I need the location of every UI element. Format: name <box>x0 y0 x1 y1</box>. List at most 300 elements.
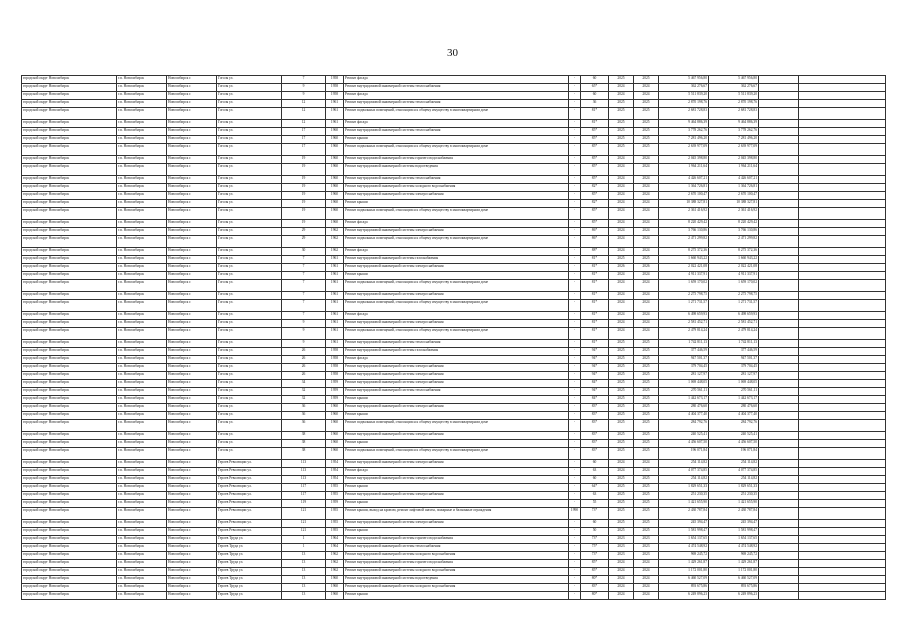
cell-locality: Новосибирск г. <box>167 432 217 440</box>
cell-completion-year: - <box>569 248 581 256</box>
cell-locality: Новосибирск г. <box>167 440 217 448</box>
cell-settlement: г.п. Новосибирск <box>117 312 167 320</box>
cell-settlement: г.п. Новосибирск <box>117 100 167 108</box>
cell-extra <box>759 468 799 476</box>
cell-note <box>799 528 886 536</box>
cell-settlement: г.п. Новосибирск <box>117 508 167 520</box>
cell-year-built: 1955 <box>326 484 344 492</box>
table-row <box>22 448 886 460</box>
cell-municipality: городской округ Новосибирск <box>22 192 117 200</box>
cell-plan-end: 2024 <box>634 248 659 256</box>
cell-total-cost: 281 127,97 <box>709 372 759 380</box>
cell-plan-end: 2025 <box>634 420 659 432</box>
cell-street: Гоголя ул. <box>217 256 282 264</box>
cell-year-built: 1961 <box>326 292 344 300</box>
cell-street: Гоголя ул. <box>217 236 282 248</box>
cell-wear-percent: 60 <box>581 520 609 528</box>
cell-plan-end: 2025 <box>634 372 659 380</box>
cell-street: Героев Труда ул. <box>217 552 282 560</box>
cell-municipality: городской округ Новосибирск <box>22 372 117 380</box>
cell-year-built: 1960 <box>326 184 344 192</box>
capital-repair-register-table <box>21 75 886 600</box>
cell-work-type: Ремонт фасада <box>344 356 569 364</box>
cell-locality: Новосибирск г. <box>167 468 217 476</box>
cell-settlement: г.п. Новосибирск <box>117 476 167 484</box>
cell-plan-start: 2024 <box>609 468 634 476</box>
cell-street: Гоголя ул. <box>217 420 282 432</box>
cell-completion-year: - <box>569 192 581 200</box>
table-row <box>22 84 886 92</box>
cell-settlement: г.п. Новосибирск <box>117 256 167 264</box>
cell-completion-year: - <box>569 372 581 380</box>
cell-wear-percent: 84* <box>581 380 609 388</box>
cell-note <box>799 312 886 320</box>
cell-house: 19 <box>282 220 326 228</box>
cell-locality: Новосибирск г. <box>167 280 217 292</box>
cell-locality: Новосибирск г. <box>167 560 217 568</box>
cell-completion-year: - <box>569 156 581 164</box>
cell-note <box>799 100 886 108</box>
cell-plan-end: 2023 <box>634 552 659 560</box>
cell-house: 36 <box>282 404 326 412</box>
cell-work-type: Ремонт внутридомовой инженерной системы электроснабжения <box>344 404 569 412</box>
table-row <box>22 356 886 364</box>
cell-extra <box>759 220 799 228</box>
cell-municipality: городской округ Новосибирск <box>22 280 117 292</box>
table-row <box>22 312 886 320</box>
cell-wear-percent: 81* <box>581 328 609 340</box>
cell-municipality: городской округ Новосибирск <box>22 108 117 120</box>
table-row <box>22 536 886 544</box>
cell-locality: Новосибирск г. <box>167 264 217 272</box>
cell-settlement: г.п. Новосибирск <box>117 492 167 500</box>
table-row <box>22 380 886 388</box>
cell-locality: Новосибирск г. <box>167 460 217 468</box>
cell-note <box>799 144 886 156</box>
cell-note <box>799 184 886 192</box>
cell-street: Гоголя ул. <box>217 208 282 220</box>
cell-settlement: г.п. Новосибирск <box>117 136 167 144</box>
cell-work-type: Ремонт внутридомовой инженерной системы электроснабжения <box>344 264 569 272</box>
cell-locality: Новосибирск г. <box>167 500 217 508</box>
cell-year-built: 1954 <box>326 476 344 484</box>
cell-year-built: 1964 <box>326 544 344 552</box>
cell-completion-year: - <box>569 120 581 128</box>
cell-locality: Новосибирск г. <box>167 552 217 560</box>
cell-settlement: г.п. Новосибирск <box>117 576 167 584</box>
cell-note <box>799 208 886 220</box>
cell-completion-year: - <box>569 76 581 84</box>
cell-cost: 7 281 496,20 <box>659 136 709 144</box>
cell-work-type: Ремонт внутридомовой инженерной системы теплоснабжения <box>344 544 569 552</box>
cell-municipality: городской округ Новосибирск <box>22 292 117 300</box>
cell-municipality: городской округ Новосибирск <box>22 84 117 92</box>
cell-total-cost: 1 429 261,87 <box>709 560 759 568</box>
cell-note <box>799 552 886 560</box>
cell-plan-end: 2025 <box>634 476 659 484</box>
cell-note <box>799 76 886 84</box>
cell-work-type: Ремонт внутридомовой инженерной системы холодного водоснабжения <box>344 552 569 560</box>
cell-wear-percent: 81* <box>581 120 609 128</box>
cell-total-cost: 362 276,67 <box>709 84 759 92</box>
cell-cost: 1 172 001,80 <box>659 568 709 576</box>
cell-locality: Новосибирск г. <box>167 156 217 164</box>
cell-extra <box>759 136 799 144</box>
cell-cost: 4 404 377,40 <box>659 412 709 420</box>
cell-settlement: г.п. Новосибирск <box>117 164 167 176</box>
cell-street: Гоголя ул. <box>217 440 282 448</box>
cell-settlement: г.п. Новосибирск <box>117 536 167 544</box>
cell-municipality: городской округ Новосибирск <box>22 520 117 528</box>
cell-house: 30 <box>282 248 326 256</box>
cell-year-built: 1960 <box>326 420 344 432</box>
cell-street: Героев Труда ул. <box>217 568 282 576</box>
cell-year-built: 1959 <box>326 396 344 404</box>
cell-house: 13 <box>282 560 326 568</box>
cell-note <box>799 200 886 208</box>
cell-wear-percent: 80* <box>581 592 609 600</box>
cell-house: 1 <box>282 544 326 552</box>
cell-wear-percent: 81* <box>581 320 609 328</box>
cell-plan-start: 2024 <box>609 312 634 320</box>
table-row <box>22 492 886 500</box>
table-row <box>22 272 886 280</box>
cell-work-type: Ремонт фасада <box>344 120 569 128</box>
cell-cost: 284 792,76 <box>659 420 709 432</box>
cell-total-cost: 9 464 886,39 <box>709 120 759 128</box>
cell-plan-end: 2025 <box>634 440 659 448</box>
cell-total-cost: 2 430 787,84 <box>709 508 759 520</box>
cell-year-built: 1961 <box>326 108 344 120</box>
cell-cost: 5 467 956,80 <box>659 76 709 84</box>
cell-plan-start: 2024 <box>609 568 634 576</box>
cell-work-type: Ремонт крыши <box>344 412 569 420</box>
cell-locality: Новосибирск г. <box>167 256 217 264</box>
cell-work-type: Ремонт внутридомовой инженерной системы электроснабжения <box>344 292 569 300</box>
cell-note <box>799 176 886 184</box>
cell-plan-end: 2024 <box>634 468 659 476</box>
cell-plan-start: 2024 <box>609 208 634 220</box>
cell-plan-start: 2025 <box>609 476 634 484</box>
cell-total-cost: 2 870 198,76 <box>709 100 759 108</box>
cell-settlement: г.п. Новосибирск <box>117 144 167 156</box>
cell-work-type: Ремонт внутридомовой инженерной системы теплоснабжения <box>344 128 569 136</box>
cell-extra <box>759 484 799 492</box>
cell-plan-end: 2025 <box>634 144 659 156</box>
cell-plan-end: 2025 <box>634 404 659 412</box>
cell-completion-year: - <box>569 264 581 272</box>
cell-house: 19 <box>282 184 326 192</box>
cell-plan-start: 2024 <box>609 156 634 164</box>
cell-cost: 2 581 452,71 <box>659 320 709 328</box>
cell-wear-percent: 73* <box>581 552 609 560</box>
cell-extra <box>759 312 799 320</box>
cell-work-type: Ремонт подвальных помещений, относящихся к общему имуществу в многоквартирном доме <box>344 208 569 220</box>
cell-locality: Новосибирск г. <box>167 176 217 184</box>
cell-cost: 1 069 448,05 <box>659 380 709 388</box>
cell-extra <box>759 364 799 372</box>
cell-extra <box>759 280 799 292</box>
cell-completion-year: - <box>569 128 581 136</box>
cell-note <box>799 292 886 300</box>
cell-settlement: г.п. Новосибирск <box>117 380 167 388</box>
cell-wear-percent: 50 <box>581 528 609 536</box>
cell-plan-end: 2024 <box>634 208 659 220</box>
cell-cost: 196 071,84 <box>659 448 709 460</box>
cell-completion-year: - <box>569 528 581 536</box>
cell-plan-start: 2024 <box>609 560 634 568</box>
cell-settlement: г.п. Новосибирск <box>117 184 167 192</box>
cell-cost: 281 127,97 <box>659 372 709 380</box>
table-row <box>22 364 886 372</box>
cell-municipality: городской округ Новосибирск <box>22 144 117 156</box>
cell-work-type: Ремонт крыши <box>344 484 569 492</box>
cell-locality: Новосибирск г. <box>167 448 217 460</box>
cell-street: Гоголя ул. <box>217 228 282 236</box>
cell-extra <box>759 248 799 256</box>
cell-work-type: Ремонт внутридомовой инженерной системы электроснабжения <box>344 372 569 380</box>
cell-cost: 2 430 787,84 <box>659 508 709 520</box>
cell-work-type: Ремонт внутридомовой инженерной системы электроснабжения <box>344 320 569 328</box>
cell-house: 38 <box>282 440 326 448</box>
cell-total-cost: 1 654 137,65 <box>709 536 759 544</box>
cell-street: Гоголя ул. <box>217 432 282 440</box>
cell-plan-start: 2025 <box>609 432 634 440</box>
cell-house: 17 <box>282 128 326 136</box>
table-row <box>22 228 886 236</box>
cell-work-type: Ремонт внутридомовой инженерной системы газоснабжения <box>344 348 569 356</box>
table-row <box>22 280 886 292</box>
cell-extra <box>759 476 799 484</box>
cell-locality: Новосибирск г. <box>167 300 217 312</box>
cell-wear-percent: 81* <box>581 340 609 348</box>
cell-completion-year: - <box>569 388 581 396</box>
cell-street: Гоголя ул. <box>217 108 282 120</box>
cell-cost: 1 742 811,13 <box>659 340 709 348</box>
cell-year-built: 1961 <box>326 272 344 280</box>
cell-house: 13 <box>282 592 326 600</box>
cell-plan-end: 2025 <box>634 100 659 108</box>
cell-settlement: г.п. Новосибирск <box>117 356 167 364</box>
cell-extra <box>759 500 799 508</box>
cell-wear-percent: 60 <box>581 460 609 468</box>
cell-municipality: городской округ Новосибирск <box>22 460 117 468</box>
cell-year-built: 1961 <box>326 312 344 320</box>
cell-extra <box>759 100 799 108</box>
cell-plan-end: 2024 <box>634 272 659 280</box>
cell-cost: 270 561,11 <box>659 388 709 396</box>
cell-settlement: г.п. Новосибирск <box>117 348 167 356</box>
cell-plan-start: 2025 <box>609 100 634 108</box>
cell-plan-end: 2024 <box>634 312 659 320</box>
cell-plan-start: 2024 <box>609 192 634 200</box>
cell-total-cost: 2 275 798,75 <box>709 292 759 300</box>
cell-settlement: г.п. Новосибирск <box>117 292 167 300</box>
cell-plan-end: 2024 <box>634 584 659 592</box>
cell-municipality: городской округ Новосибирск <box>22 484 117 492</box>
cell-plan-start: 2025 <box>609 484 634 492</box>
cell-extra <box>759 552 799 560</box>
cell-completion-year: - <box>569 492 581 500</box>
cell-note <box>799 520 886 528</box>
table-row <box>22 576 886 584</box>
cell-work-type: Ремонт внутридомовой инженерной системы электроснабжения <box>344 380 569 388</box>
cell-extra <box>759 120 799 128</box>
cell-plan-end: 2026 <box>634 264 659 272</box>
cell-settlement: г.п. Новосибирск <box>117 544 167 552</box>
cell-work-type: Ремонт внутридомовой инженерной системы холодного водоснабжения <box>344 184 569 192</box>
cell-completion-year: - <box>569 396 581 404</box>
cell-house: 17 <box>282 136 326 144</box>
cell-municipality: городской округ Новосибирск <box>22 500 117 508</box>
cell-total-cost: 2 581 452,71 <box>709 320 759 328</box>
cell-settlement: г.п. Новосибирск <box>117 468 167 476</box>
cell-wear-percent: 55 <box>581 500 609 508</box>
cell-cost: 2 479 814,24 <box>659 328 709 340</box>
cell-wear-percent: 73* <box>581 536 609 544</box>
cell-plan-end: 2024 <box>634 460 659 468</box>
cell-wear-percent: 83* <box>581 448 609 460</box>
cell-total-cost: 7 281 496,20 <box>709 136 759 144</box>
cell-cost: 5 511 839,20 <box>659 92 709 100</box>
cell-plan-end: 2025 <box>634 520 659 528</box>
cell-settlement: г.п. Новосибирск <box>117 228 167 236</box>
cell-year-built: 1955 <box>326 520 344 528</box>
cell-completion-year: - <box>569 144 581 156</box>
table-row <box>22 328 886 340</box>
cell-settlement: г.п. Новосибирск <box>117 220 167 228</box>
cell-street: Гоголя ул. <box>217 184 282 192</box>
cell-note <box>799 280 886 292</box>
cell-locality: Новосибирск г. <box>167 272 217 280</box>
table-row <box>22 164 886 176</box>
cell-house: 113 <box>282 468 326 476</box>
cell-cost: 8 220 429,42 <box>659 220 709 228</box>
cell-settlement: г.п. Новосибирск <box>117 364 167 372</box>
cell-municipality: городской округ Новосибирск <box>22 100 117 108</box>
cell-year-built: 1960 <box>326 448 344 460</box>
cell-year-built: 1960 <box>326 136 344 144</box>
cell-cost: 4 077 374,85 <box>659 468 709 476</box>
cell-wear-percent: 82* <box>581 200 609 208</box>
cell-cost: 4 456 607,50 <box>659 440 709 448</box>
cell-work-type: Ремонт крыши, выход на кровлю, ремонт лифтовой шахты, пожарные и балконные ограждения <box>344 508 569 520</box>
table-row <box>22 236 886 248</box>
cell-house: 36 <box>282 420 326 432</box>
cell-extra <box>759 320 799 328</box>
table-row <box>22 144 886 156</box>
cell-total-cost: 1 442 673,17 <box>709 396 759 404</box>
cell-municipality: городской округ Новосибирск <box>22 440 117 448</box>
cell-settlement: г.п. Новосибирск <box>117 156 167 164</box>
cell-wear-percent: 83* <box>581 412 609 420</box>
cell-settlement: г.п. Новосибирск <box>117 520 167 528</box>
cell-wear-percent: 83* <box>581 584 609 592</box>
cell-completion-year: - <box>569 176 581 184</box>
cell-wear-percent: 94* <box>581 364 609 372</box>
table-row <box>22 528 886 536</box>
cell-cost: 2 471 299,82 <box>659 236 709 248</box>
cell-total-cost: 377 446,59 <box>709 348 759 356</box>
cell-plan-end: 2025 <box>634 500 659 508</box>
cell-wear-percent: 81* <box>581 256 609 264</box>
cell-total-cost: 1 964 211,64 <box>709 164 759 176</box>
cell-wear-percent: 65* <box>581 84 609 92</box>
cell-extra <box>759 128 799 136</box>
table-row <box>22 584 886 592</box>
cell-extra <box>759 568 799 576</box>
cell-total-cost: 1 364 726,81 <box>709 184 759 192</box>
cell-year-built: 1962 <box>326 568 344 576</box>
cell-total-cost: 1 829 651,33 <box>709 484 759 492</box>
cell-locality: Новосибирск г. <box>167 568 217 576</box>
cell-completion-year: - <box>569 380 581 388</box>
cell-work-type: Ремонт внутридомовой инженерной системы горячего водоснабжения <box>344 560 569 568</box>
cell-total-cost: 2 639 977,09 <box>709 144 759 156</box>
cell-plan-end: 2025 <box>634 432 659 440</box>
cell-locality: Новосибирск г. <box>167 412 217 420</box>
cell-cost: 254 114,82 <box>659 460 709 468</box>
cell-completion-year: 1990 <box>569 508 581 520</box>
cell-year-built: 1962 <box>326 560 344 568</box>
cell-wear-percent: 94* <box>581 356 609 364</box>
cell-work-type: Ремонт подвальных помещений, относящихся к общему имуществу в многоквартирном доме <box>344 420 569 432</box>
cell-cost: 254 114,82 <box>659 476 709 484</box>
cell-plan-end: 2025 <box>634 108 659 120</box>
cell-plan-end: 2024 <box>634 292 659 300</box>
cell-completion-year: - <box>569 348 581 356</box>
table-row <box>22 136 886 144</box>
cell-locality: Новосибирск г. <box>167 144 217 156</box>
cell-municipality: городской округ Новосибирск <box>22 156 117 164</box>
cell-wear-percent: 85* <box>581 568 609 576</box>
cell-total-cost: 8 275 372,36 <box>709 248 759 256</box>
cell-year-built: 1960 <box>326 404 344 412</box>
cell-note <box>799 448 886 460</box>
cell-completion-year: - <box>569 292 581 300</box>
cell-locality: Новосибирск г. <box>167 492 217 500</box>
cell-wear-percent: 85* <box>581 208 609 220</box>
table-row <box>22 292 886 300</box>
cell-settlement: г.п. Новосибирск <box>117 272 167 280</box>
cell-settlement: г.п. Новосибирск <box>117 128 167 136</box>
cell-settlement: г.п. Новосибирск <box>117 552 167 560</box>
cell-wear-percent: 36 <box>581 100 609 108</box>
cell-plan-end: 2025 <box>634 396 659 404</box>
cell-locality: Новосибирск г. <box>167 220 217 228</box>
cell-street: Гоголя ул. <box>217 300 282 312</box>
cell-street: Гоголя ул. <box>217 340 282 348</box>
cell-cost: 240 525,41 <box>659 432 709 440</box>
cell-note <box>799 476 886 484</box>
cell-locality: Новосибирск г. <box>167 312 217 320</box>
cell-note <box>799 484 886 492</box>
cell-total-cost: 254 114,82 <box>709 476 759 484</box>
cell-house: 113 <box>282 460 326 468</box>
cell-cost: 1 654 137,65 <box>659 536 709 544</box>
cell-settlement: г.п. Новосибирск <box>117 420 167 432</box>
cell-cost: 2 022 421,08 <box>659 264 709 272</box>
cell-plan-start: 2025 <box>609 120 634 128</box>
cell-completion-year: - <box>569 536 581 544</box>
cell-note <box>799 156 886 164</box>
cell-extra <box>759 164 799 176</box>
cell-year-built: 1954 <box>326 460 344 468</box>
cell-note <box>799 380 886 388</box>
cell-plan-start: 2024 <box>609 576 634 584</box>
cell-locality: Новосибирск г. <box>167 380 217 388</box>
cell-plan-end: 2025 <box>634 388 659 396</box>
